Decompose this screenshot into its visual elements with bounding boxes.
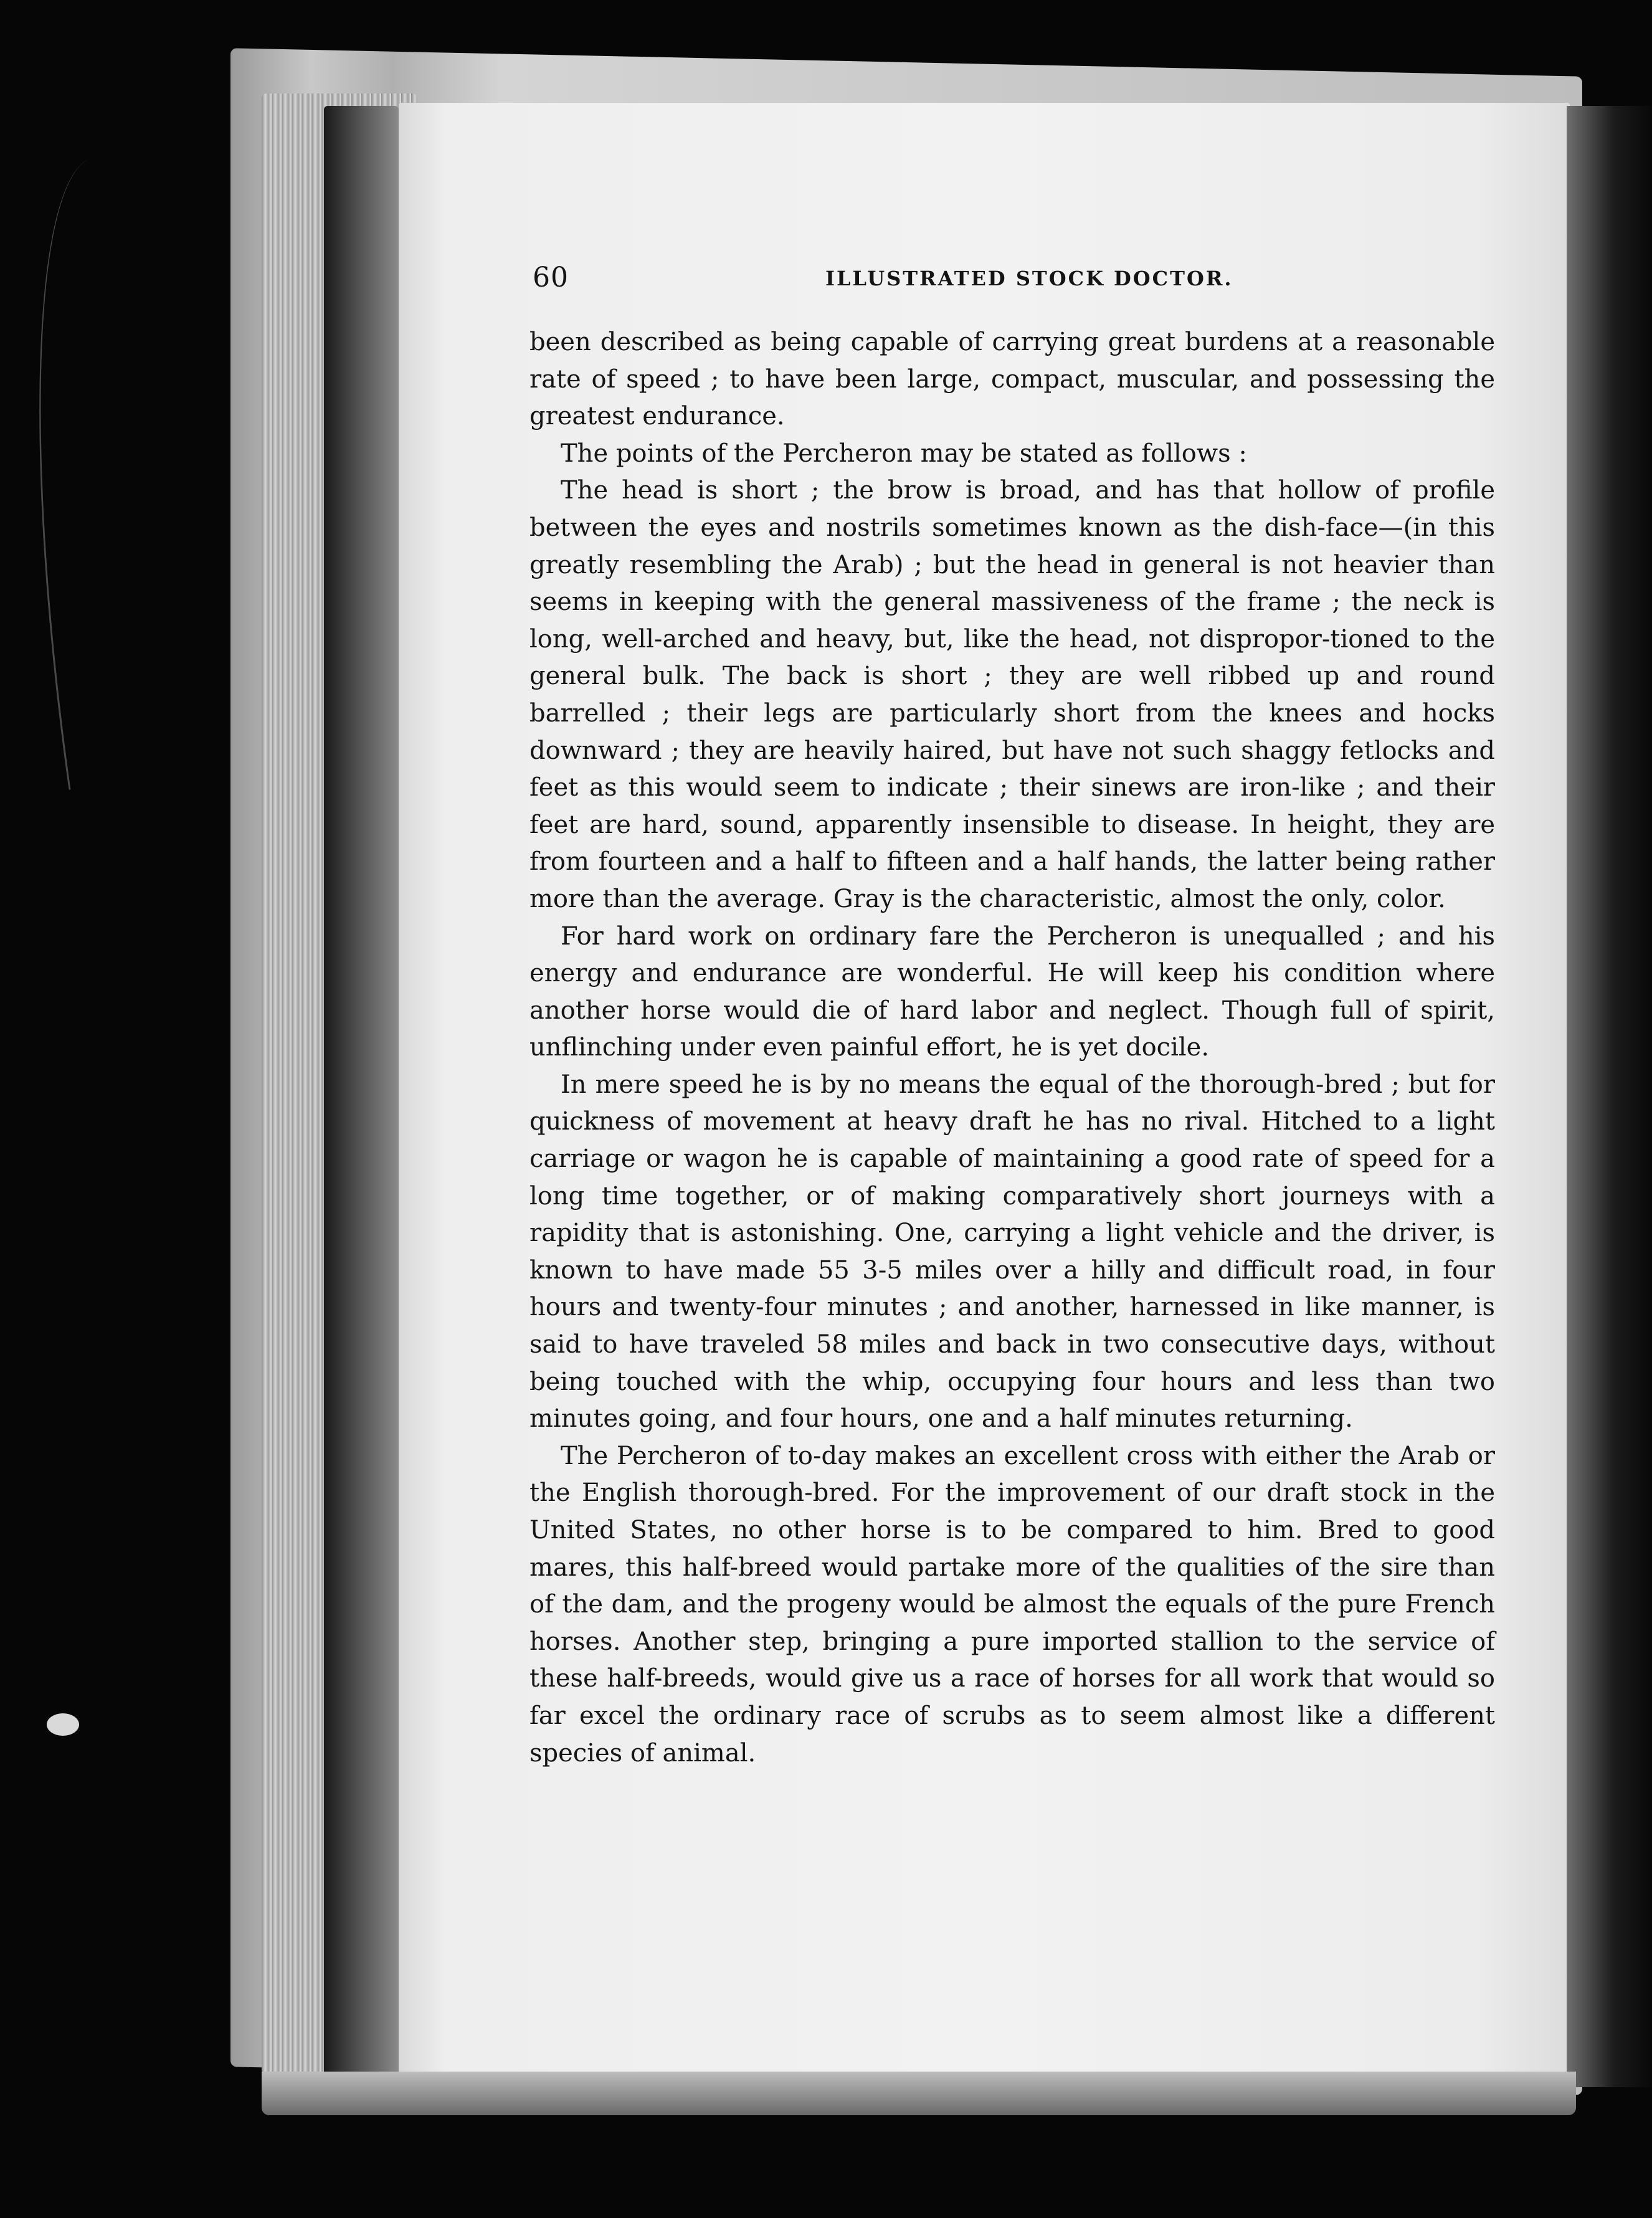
paragraph-continued: been described as being capable of carrying great burdens at a reasonable rate of speed ; to have been large, compact, muscular, and possessing the greatest endurance. [529,328,1495,431]
running-head [533,262,1492,299]
paragraph: The head is short ; the brow is broad, and has that hollow of profile between the eyes and nostrils sometimes known as the dish-face—(in this greatly resembling the Arab) ; but the head in general is not heavier than seems in keeping with the general massiveness of the frame ; the neck is long, well-arched and heavy, but, like the head, not dispropor-tioned to the general bulk. The back is short ; they are well ribbed up and round barrelled ; their legs are particularly short from the knees and hocks downward ; they are heavily haired, but have not such shaggy fetlocks and feet as this would seem to indicate ; their sinews are iron-like ; and their feet are hard, sound, apparently insensible to disease. In height, they are from fourteen and a half to fifteen and a half hands, the latter being rather more than the average. Gray is the characteristic, almost the only, color. [529,476,1495,913]
paragraph: The Percheron of to-day makes an excellent cross with either the Arab or the English thorough-bred. For the improvement of our draft stock in the United States, no other horse is to be compared to him. Bred to good mares, this half-breed would partake more of the qualities of the sire than of the dam, and the progeny would be almost the equals of the pure French horses. Another step, bringing a pure imported stallion to the service of these half-breeds, would give us a race of horses for all work that would so far excel the ordinary race of scrubs as to seem almost like a different species of animal. [529,1441,1495,1768]
dust-speck [47,1713,79,1736]
paragraph: The points of the Percheron may be stated as follows : [561,439,1247,468]
page-number: 60 [533,262,569,293]
body-text [529,324,1495,1772]
right-edge-shadow [1567,106,1652,2087]
paragraph: For hard work on ordinary fare the Percheron is unequalled ; and his energy and endurance are wonderful. He will keep his condition where another horse would die of hard labor and neglect. Though full of spirit, unflinching under even painful effort, he is yet docile. [529,921,1495,1062]
stray-fiber [0,157,182,790]
paragraph: In mere speed he is by no means the equal of the thorough-bred ; but for quickness of movement at heavy draft he has no rival. Hitched to a light carriage or wagon he is capable of maintaining a good rate of speed for a long time together, or of making comparatively short journeys with a rapidity that is astonishing. One, carrying a light vehicle and the driver, is known to have made 55 3-5 miles over a hilly and difficult road, in four hours and twenty-four minutes ; and another, harnessed in like manner, is said to have traveled 58 miles and back in two consecutive days, without being touched with the whip, occupying four hours and less than two minutes going, and four hours, one and a half minutes returning. [529,1070,1495,1434]
bottom-page-edge [262,2072,1576,2115]
running-head-title: ILLUSTRATED STOCK DOCTOR. [825,267,1233,290]
gutter-shadow [324,106,399,2075]
